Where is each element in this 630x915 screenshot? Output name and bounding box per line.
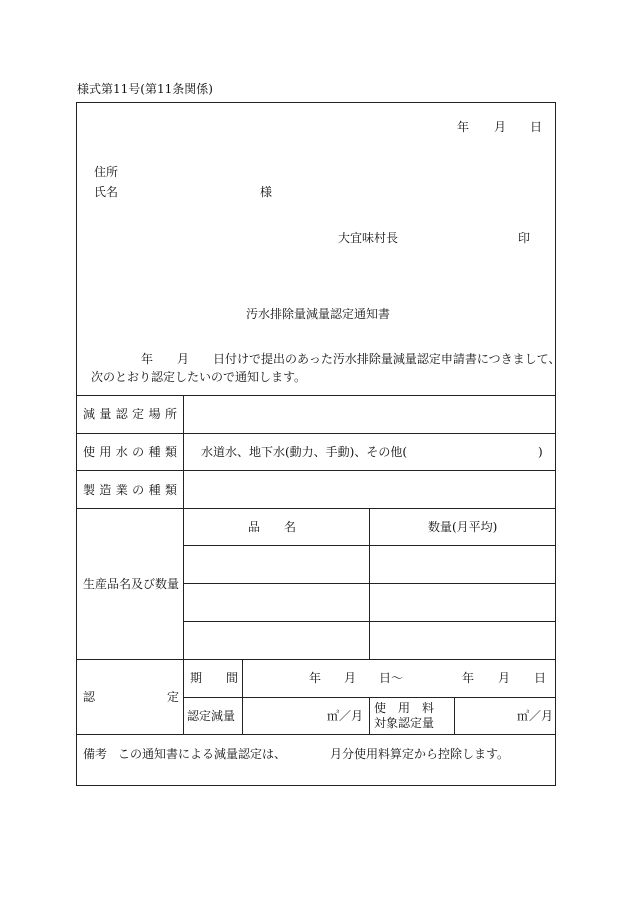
certification-sublabel-divider (242, 659, 243, 734)
label-column-divider (183, 395, 184, 734)
issuer-name: 大宜味村長 (338, 231, 399, 245)
rule-after-products (77, 659, 555, 660)
amount-fee-divider (369, 697, 370, 734)
product-quantity-divider (369, 508, 370, 659)
body-year: 年 (141, 352, 154, 366)
period-year-end: 年 (462, 671, 475, 685)
quantity-header: 数量(月平均) (428, 520, 498, 534)
honorific: 様 (260, 185, 273, 199)
table-top-rule (77, 395, 555, 396)
fee-value-divider (454, 697, 455, 734)
industry-label: 製 造 業 の 種 類 (83, 483, 177, 497)
date-day: 日 (530, 120, 543, 134)
fee-label-line-2: 対象認定量 (374, 716, 435, 730)
document-title: 汚水排除量減量認定通知書 (246, 307, 391, 321)
fee-label-line-1: 使 用 料 (374, 701, 435, 715)
amount-unit: ㎥／月 (327, 709, 364, 723)
rule-after-water-type (77, 470, 555, 471)
form-number-label: 様式第11号(第11条関係) (77, 82, 213, 96)
remarks-text-before: この通知書による減量認定は、 (118, 747, 287, 761)
products-label: 生産品名及び数量 (83, 577, 180, 591)
water-type-label: 使 用 水 の 種 類 (83, 445, 177, 459)
notification-form (76, 102, 561, 786)
period-day-end: 日 (534, 671, 547, 685)
period-day-start: 日～ (379, 671, 404, 685)
body-month: 月 (177, 352, 190, 366)
name-label: 氏名 (94, 185, 119, 199)
rule-before-remarks (77, 734, 555, 735)
location-label: 減 量 認 定 場 所 (83, 407, 177, 421)
rule-after-location (77, 433, 555, 434)
water-type-options: 水道水、地下水(動力、手動)、その他( (201, 445, 408, 459)
date-month: 月 (494, 120, 507, 134)
body-line-1: 日付けで提出のあった汚水排除量減量認定申請書につきまして、 (213, 352, 561, 366)
product-name-header: 品 名 (248, 520, 297, 534)
remarks-text-after: 月分使用料算定から控除します。 (330, 747, 510, 761)
rule-after-industry (77, 508, 555, 509)
address-label: 住所 (94, 165, 119, 179)
certification-label-right: 定 (167, 690, 180, 704)
period-year-start: 年 (309, 671, 322, 685)
period-month-start: 月 (344, 671, 357, 685)
seal-mark: 印 (518, 231, 531, 245)
amount-label: 認定減量 (187, 709, 236, 723)
body-line-2: 次のとおり認定したいので通知します。 (91, 370, 307, 384)
period-month-end: 月 (498, 671, 511, 685)
remarks-label: 備考 (83, 747, 108, 761)
water-type-close: ) (538, 445, 543, 459)
fee-unit: ㎥／月 (517, 709, 554, 723)
period-label: 期 間 (190, 671, 239, 685)
certification-label-left: 認 (83, 690, 96, 704)
date-year: 年 (457, 120, 470, 134)
